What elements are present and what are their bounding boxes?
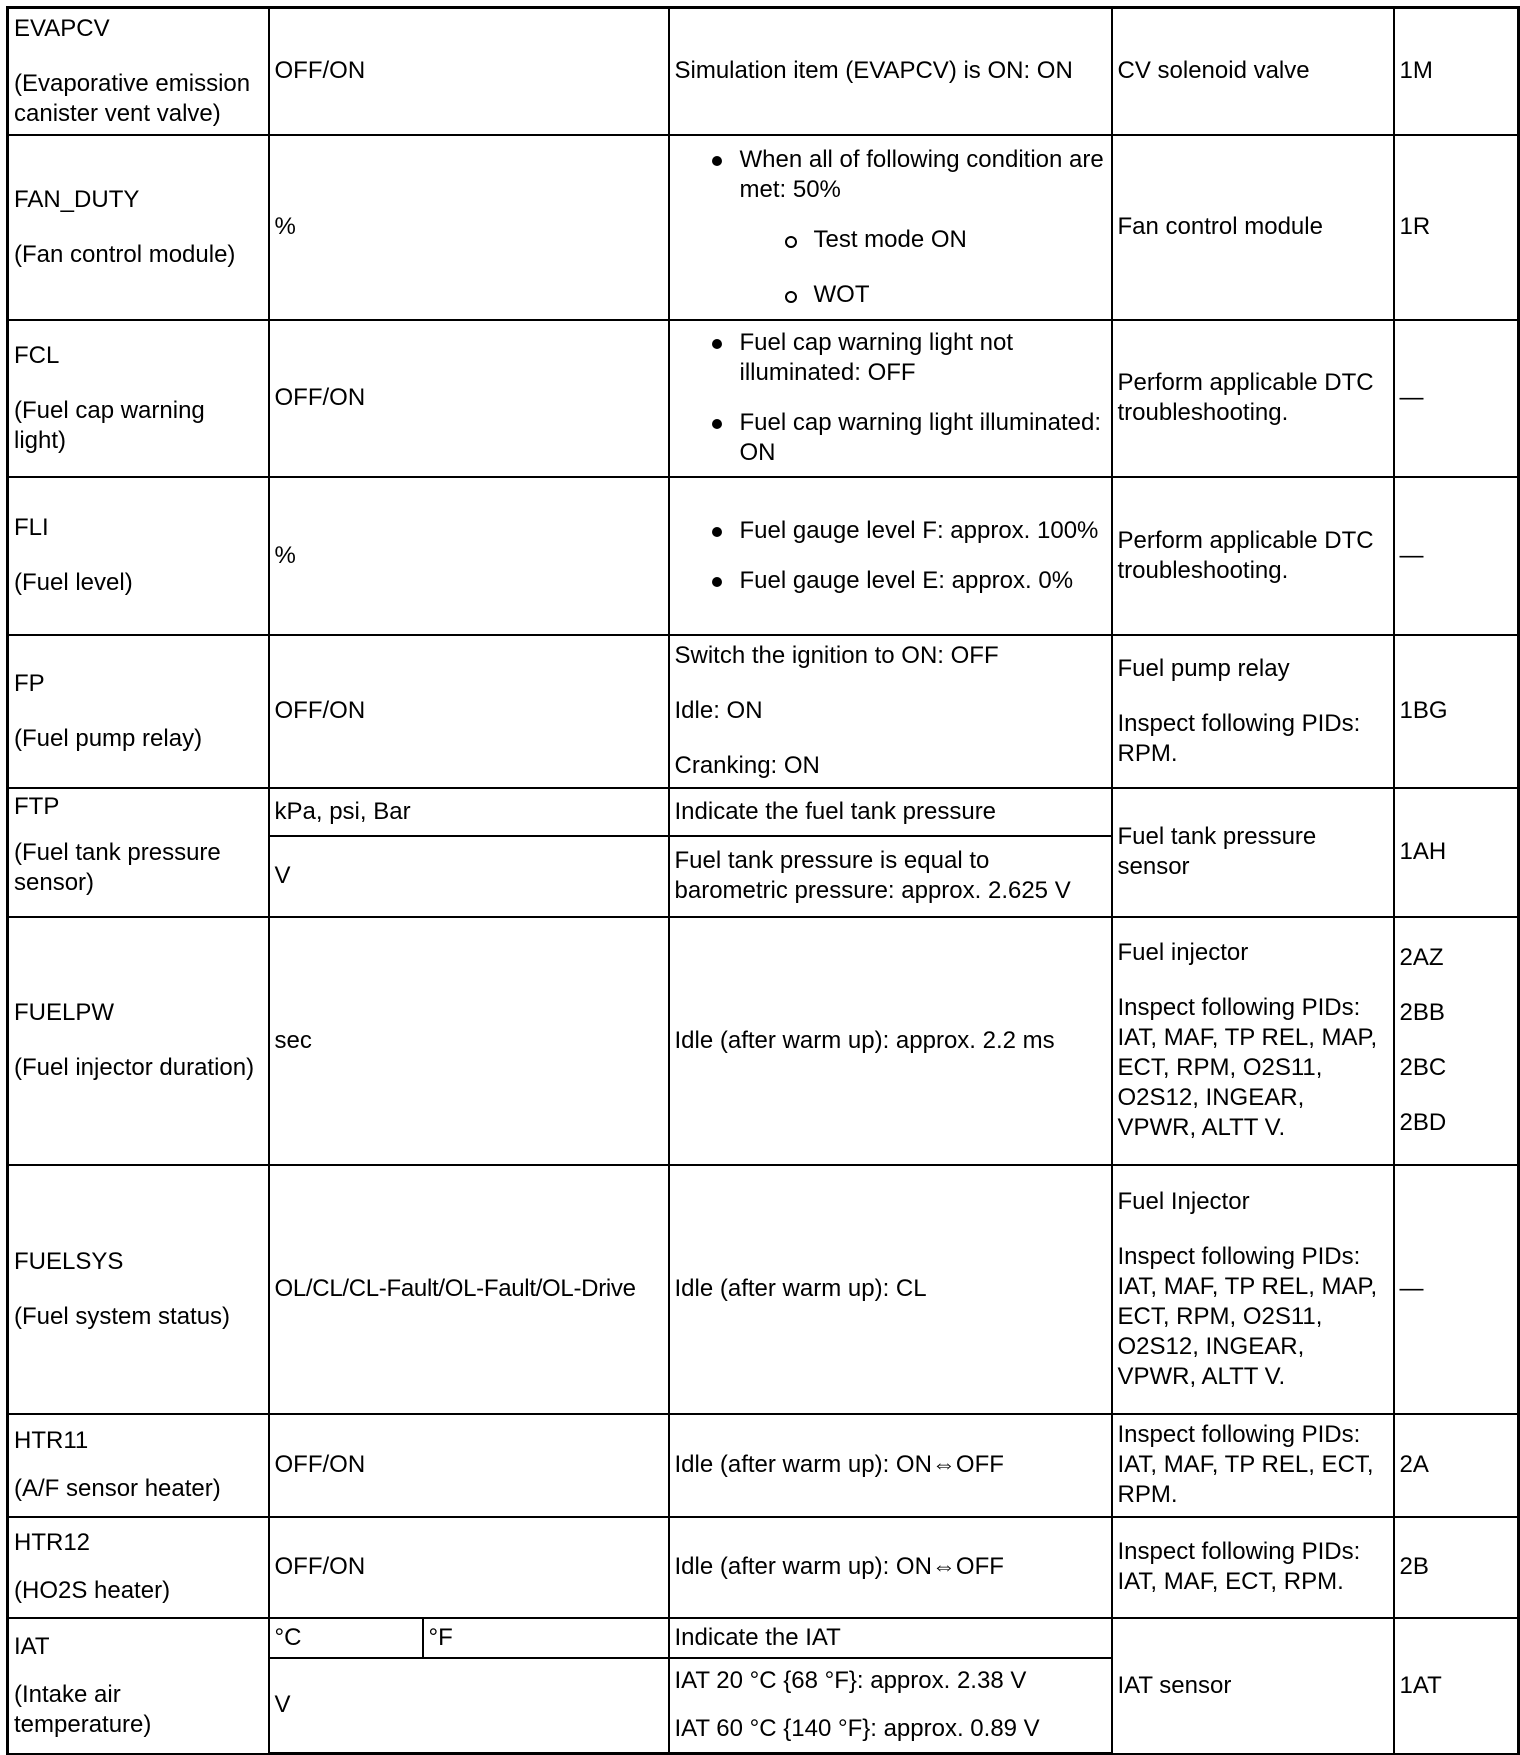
action-cell: Inspect following PIDs: IAT, MAF, ECT, RPM. (1112, 1517, 1394, 1618)
unit-cell: % (269, 477, 669, 635)
action-cell: Fuel tank pressure sensor (1112, 788, 1394, 917)
condition-cell: Idle (after warm up): ON⇔OFF (669, 1517, 1112, 1618)
condition-bullet: Fuel cap warning light not illuminated: OFF (710, 328, 1106, 388)
action-text: Fuel injector (1117, 939, 1249, 966)
action-cell: Perform applicable DTC troubleshooting. (1112, 477, 1394, 635)
condition-cell: Idle (after warm up): CL (669, 1165, 1112, 1414)
terminal-label: 2AZ (1399, 944, 1444, 971)
condition-cell (669, 477, 1112, 635)
condition-text: When all of following condition are met: 50% (739, 145, 1104, 203)
table-row-fcl (8, 320, 1519, 477)
unit-cell: OFF/ON (269, 320, 669, 477)
condition-text: Switch the ignition to ON: OFF (674, 642, 999, 669)
table-row-htr12 (8, 1517, 1519, 1618)
pid-description: (HO2S heater) (14, 1577, 171, 1604)
pid-cell (8, 917, 269, 1165)
unit-fahrenheit-cell: °F (423, 1618, 669, 1658)
terminal-cell: 1AH (1394, 788, 1519, 917)
terminal-label: 2BD (1399, 1109, 1447, 1136)
pid-name: FLI (14, 514, 49, 541)
condition-cell: Simulation item (EVAPCV) is ON: ON (669, 8, 1112, 135)
condition-cell: Idle (after warm up): ON⇔OFF (669, 1414, 1112, 1517)
pid-description: (Fuel pump relay) (14, 724, 203, 752)
terminal-cell: — (1394, 477, 1519, 635)
unit-cell: OL/CL/CL-Fault/OL-Fault/OL-Drive (269, 1165, 669, 1414)
terminal-cell (1394, 917, 1519, 1165)
action-cell (1112, 917, 1394, 1165)
table-row-fuelsys (8, 1165, 1519, 1414)
pid-name: IAT (14, 1632, 50, 1660)
terminal-cell: 1M (1394, 8, 1519, 135)
action-cell: CV solenoid valve (1112, 8, 1394, 135)
pid-cell (8, 477, 269, 635)
table-row-fan-duty (8, 135, 1519, 320)
pid-cell (8, 1165, 269, 1414)
terminal-cell: 2A (1394, 1414, 1519, 1517)
pid-name: HTR11 (14, 1427, 89, 1454)
pid-description: (Fuel cap warning light) (14, 396, 205, 454)
unit-cell: OFF/ON (269, 1517, 669, 1618)
sub-condition-list (740, 225, 1106, 310)
pid-name: FTP (14, 792, 60, 820)
pid-monitor-table (6, 6, 1520, 1755)
pid-cell (8, 635, 269, 788)
action-cell: Inspect following PIDs: IAT, MAF, TP REL, ECT, RPM. (1112, 1414, 1394, 1517)
condition-bullet: Fuel cap warning light illuminated: ON (710, 408, 1106, 468)
action-cell (1112, 1165, 1394, 1414)
condition-cell (669, 135, 1112, 320)
condition-bullet: Fuel gauge level F: approx. 100% (710, 516, 1106, 546)
action-inspect-text: Inspect following PIDs: IAT, MAF, TP REL, MAP, ECT, RPM, O2S11, O2S12, INGEAR, VPWR, ALTT V. (1117, 994, 1378, 1141)
pid-name: FUELPW (14, 999, 115, 1026)
unit-cell: sec (269, 917, 669, 1165)
terminal-cell: 1BG (1394, 635, 1519, 788)
table-row-htr11 (8, 1414, 1519, 1517)
condition-cell: Idle (after warm up): approx. 2.2 ms (669, 917, 1112, 1165)
pid-name: FUELSYS (14, 1247, 124, 1275)
unit-cell: V (269, 1658, 669, 1754)
pid-description: (A/F sensor heater) (14, 1475, 221, 1502)
sub-condition-item: WOT (784, 280, 1106, 310)
pid-cell (8, 8, 269, 135)
terminal-cell: 1AT (1394, 1618, 1519, 1754)
unit-cell: V (269, 836, 669, 917)
pid-description: (Fan control module) (14, 240, 236, 268)
pid-cell (8, 788, 269, 917)
condition-cell (669, 635, 1112, 788)
unit-cell: kPa, psi, Bar (269, 788, 669, 836)
table-row-ftp (8, 788, 1519, 836)
pid-description: (Fuel tank pressure sensor) (14, 838, 221, 896)
pid-name: FP (14, 669, 45, 697)
action-cell (1112, 635, 1394, 788)
condition-list (675, 145, 1106, 310)
action-inspect-text: Inspect following PIDs: RPM. (1117, 709, 1361, 767)
terminal-label: 2BC (1399, 1054, 1447, 1081)
pid-cell (8, 320, 269, 477)
action-cell: Perform applicable DTC troubleshooting. (1112, 320, 1394, 477)
pid-cell (8, 1414, 269, 1517)
action-cell: Fan control module (1112, 135, 1394, 320)
action-text: Fuel pump relay (1117, 654, 1290, 682)
terminal-cell: — (1394, 1165, 1519, 1414)
condition-cell: Indicate the IAT (669, 1618, 1112, 1658)
condition-cell: Fuel tank pressure is equal to barometric pressure: approx. 2.625 V (669, 836, 1112, 917)
sub-condition-item: Test mode ON (784, 225, 1106, 255)
pid-name: FAN_DUTY (14, 185, 140, 213)
pid-description: (Evaporative emission canister vent valve) (14, 69, 251, 127)
condition-list (675, 516, 1106, 596)
condition-text: Cranking: ON (674, 752, 820, 779)
table-row-evapcv (8, 8, 1519, 135)
terminal-cell: — (1394, 320, 1519, 477)
table-row-fuelpw (8, 917, 1519, 1165)
unit-cell: OFF/ON (269, 1414, 669, 1517)
unit-cell: % (269, 135, 669, 320)
condition-bullet (710, 145, 1106, 310)
unit-celsius-cell: °C (269, 1618, 423, 1658)
pid-description: (Fuel system status) (14, 1302, 231, 1330)
condition-cell: Indicate the fuel tank pressure (669, 788, 1112, 836)
condition-text: IAT 60 °C {140 °F}: approx. 0.89 V (674, 1715, 1040, 1743)
condition-cell (669, 1658, 1112, 1754)
action-text: Fuel Injector (1117, 1187, 1250, 1215)
table-row-fli (8, 477, 1519, 635)
pid-description: (Fuel level) (14, 569, 133, 596)
action-inspect-text: Inspect following PIDs: IAT, MAF, TP REL, MAP, ECT, RPM, O2S11, O2S12, INGEAR, VPWR, ALTT V. (1117, 1242, 1378, 1390)
pid-cell (8, 135, 269, 320)
pid-cell (8, 1517, 269, 1618)
table-row-fp (8, 635, 1519, 788)
condition-text: IAT 20 °C {68 °F}: approx. 2.38 V (674, 1667, 1027, 1695)
terminal-cell: 1R (1394, 135, 1519, 320)
pid-cell (8, 1618, 269, 1754)
condition-text: Idle: ON (674, 697, 763, 724)
action-cell: IAT sensor (1112, 1618, 1394, 1754)
condition-bullet: Fuel gauge level E: approx. 0% (710, 566, 1106, 596)
pid-description: (Intake air temperature) (14, 1680, 152, 1738)
terminal-cell: 2B (1394, 1517, 1519, 1618)
pid-name: EVAPCV (14, 14, 110, 42)
unit-cell: OFF/ON (269, 635, 669, 788)
terminal-label: 2BB (1399, 999, 1445, 1026)
table-row-iat (8, 1618, 1519, 1658)
condition-list (675, 328, 1106, 468)
pid-name: HTR12 (14, 1529, 91, 1556)
unit-cell: OFF/ON (269, 8, 669, 135)
pid-description: (Fuel injector duration) (14, 1054, 255, 1081)
condition-cell (669, 320, 1112, 477)
pid-name: FCL (14, 341, 60, 369)
